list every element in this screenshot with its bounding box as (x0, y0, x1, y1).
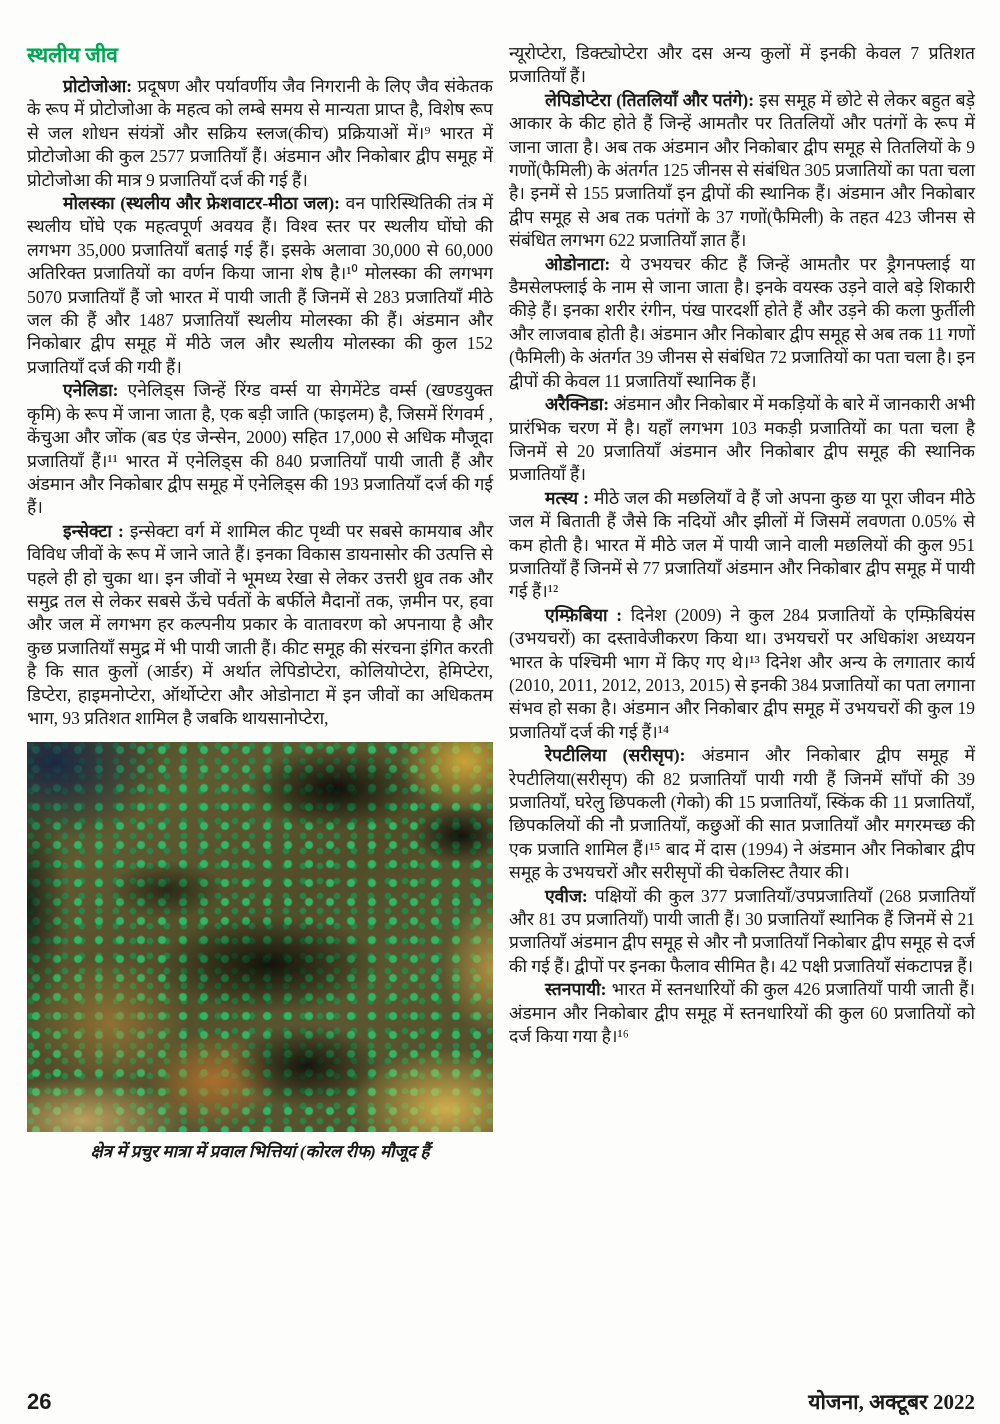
paragraph-lead: एवीज: (545, 885, 588, 906)
paragraph-text: न्यूरोप्टेरा, डिक्ट्योप्टेरा और दस अन्य कुलों में इनकी केवल 7 प्रतिशत प्रजातियाँ हैं। (509, 43, 975, 87)
photo-caption: क्षेत्र में प्रचुर मात्रा में प्रवाल भित्तियां (कोरल रीफ) मौजूद हैं (90, 1142, 430, 1162)
paragraph-text: दिनेश (2009) ने कुल 284 प्रजातियों के एम्फ़िबियंस (उभयचरों) का दस्तावेजीकरण किया था। उभयचरों पर अधिकांश अध्ययन भारत के पश्चिमी भाग में किए गए थे।¹³ दिनेश और अन्य के लगातार कार्य (2010, 2011, 2012, 2013, 2015) से इनकी 384 प्रजातियों का पता लगाना संभव हो सका है। अंडमान और निकोबार द्वीप समूह में उभयचरों की कुल 19 प्रजातियाँ दर्ज की गई हैं।¹⁴ (509, 604, 975, 742)
right-column (509, 42, 975, 1163)
paragraph-insecta-continuation (509, 42, 975, 89)
page-footer (27, 1388, 975, 1416)
paragraph-amphibia (509, 604, 975, 744)
paragraph-lead: मोलस्का (स्थलीय और फ्रेशवाटर-मीठा जल): (63, 193, 341, 214)
paragraph-text: इन्सेक्टा वर्ग में शामिल कीट पृथ्वी पर सबसे कामयाब और विविध जीवों के रूप में जाने जाते हैं। इनका विकास डायनासोर की उत्पत्ति से पहले ही हो चुका था। इन जीवों ने भूमध्य रेखा से लेकर उत्तरी ध्रुव तक और समुद्र तल से लेकर सबसे ऊँचे पर्वतों के बर्फीले मैदानों तक, ज़मीन पर, हवा और जल में लगभग हर कल्पनीय प्रकार के वातावरण को अपनाया है और कुछ प्रजातियाँ समुद्र में भी पायी जाती हैं। कीट समूह की संरचना इंगित करती है कि सात कुलों (आर्डर) में अर्थात लेपिडोप्टेरा, कोलियोप्टेरा, हेमिप्टेरा, डिप्टेरा, हाइमनोप्टेरा, ऑर्थोप्टेरा और ओडोनाटा में इन जीवों का अधिकतम भाग, 93 प्रतिशत शामिल है जबकि थायसानोप्टेरा, (27, 520, 494, 728)
paragraph-lead: प्रोटोजोआ: (63, 76, 133, 96)
paragraph-aves (509, 885, 975, 979)
paragraph-text: एनेलिड्स जिन्हें रिंग्ड वर्म्स या सेगमेंटेड वर्म्स (खण्डयुक्त कृमि) के रूप में जाना जाता है, एक बड़ी जाति (फाइलम) है, जिसमें रिंगवर्म , केंचुआ और जोंक (बड एंड जेन्सेन, 2000) सहित 17,000 से अधिक मौजूदा प्रजातियाँ हैं।¹¹ भारत में एनेलिड्स की 840 प्रजातियाँ पायी जाती हैं और अंडमान और निकोबार द्वीप समूह में एनेलिड्स की 193 प्रजातियाँ दर्ज की गई हैं। (27, 380, 493, 518)
paragraph-lead: एम्फ़िबिया : (545, 604, 623, 625)
paragraph-insecta (27, 520, 493, 731)
coral-reef-figure (27, 742, 493, 1163)
paragraph-lead: अरैक्निडा: (545, 394, 610, 415)
page-number: 26 (27, 1389, 52, 1414)
paragraph-text: ये उभयचर कीट हैं जिन्हें आमतौर पर ड्रैगनफ्लाई या डैमसेलफ्लाई के नाम से जाना जाता है। इनके वयस्क उड़ने वाले बड़े शिकारी कीड़े हैं। इनका शरीर रंगीन, पंख पारदर्शी होते हैं और उड़ने की कला फुर्तीली और लाजवाब होती है। अंडमान और निकोबार द्वीप समूह से अब तक 11 गणों (फैमिली) के अंतर्गत 39 जीनस से संबंधित 72 प्रजातियों का पता चला है। इन द्वीपों की केवल 11 प्रजातियाँ स्थानिक हैं। (509, 253, 975, 391)
left-column (27, 42, 493, 1163)
paragraph-arachnida (509, 393, 975, 487)
journal-issue-label: योजना, अक्टूबर 2022 (808, 1390, 975, 1414)
paragraph-lead: ओडोनाटा: (545, 253, 611, 274)
paragraph-protozoa (27, 75, 493, 192)
paragraph-text: अंडमान और निकोबार द्वीप समूह में रेपटीलिया(सरीसृप) की 82 प्रजातियाँ पायी गयी हैं जिनमें साँपों की 39 प्रजातियाँ, घरेलु छिपकली (गेको) की 15 प्रजातियाँ, स्किंक की 11 प्रजातियाँ, छिपकलियों की नौ प्रजातियाँ, कछुओं की सात प्रजातियाँ और मगरमच्छ की एक प्रजाति शामिल हैं।¹⁵ बाद में दास (1994) ने अंडमान और निकोबार द्वीप समूह के उभयचरों और सरीसृपों की चेकलिस्ट तैयार की। (509, 745, 975, 883)
paragraph-mollusca (27, 192, 493, 379)
paragraph-lepidoptera (509, 89, 975, 253)
paragraph-text: इस समूह में छोटे से लेकर बहुत बड़े आकार के कीट होते हैं जिन्हें आमतौर पर तितलियों और पतंगों के रूप में जाना जाता है। अब तक अंडमान और निकोबार द्वीप समूह से तितलियों के 9 गणों(फैमिली) के अंतर्गत 125 जीनस से संबंधित 305 प्रजातियों का पता चला है। इनमें से 155 प्रजातियाँ इन द्वीपों की स्थानिक हैं। अंडमान और निकोबार द्वीप समूह से अब तक पतंगों के 37 गणों(फैमिली) के तहत 423 जीनस से संबंधित लगभग 622 प्रजातियाँ ज्ञात हैं। (509, 89, 975, 251)
paragraph-text: भारत में स्तनधारियों की कुल 426 प्रजातियाँ पायी जाती हैं। अंडमान और निकोबार द्वीप समूह में स्तनधारियों की कुल 60 प्रजातियों को दर्ज किया गया है।¹⁶ (509, 979, 975, 1047)
paragraph-text: प्रदूषण और पर्यावर्णीय जैव निगरानी के लिए जैव संकेतक के रूप में प्रोटोजोआ के महत्व को लम्बे समय से मान्यता प्राप्त है, विशेष रूप से जल शोधन संयंत्रों और सक्रिय स्लज(कीच) प्रक्रियाओं में।⁹ भारत में प्रोटोजोआ की कुल 2577 प्रजातियाँ हैं। अंडमान और निकोबार द्वीप समूह में प्रोटोजोआ की मात्र 9 प्रजातियाँ दर्ज की गई हैं। (27, 76, 493, 190)
paragraph-odonata (509, 253, 975, 393)
paragraph-text: वन पारिस्थितिकी तंत्र में स्थलीय घोंघे एक महत्वपूर्ण अवयव हैं। विश्व स्तर पर स्थलीय घोंघो की लगभग 35,000 प्रजातियाँ बताई गई हैं। इसके अलावा 30,000 से 60,000 अतिरिक्त प्रजातियों का वर्णन किया जाना शेष है।¹⁰ मोलस्का की लगभग 5070 प्रजातियाँ हैं जो भारत में पायी जाती हैं जिनमें से 283 प्रजातियाँ मीठे जल की हैं और 1487 प्रजातियाँ स्थलीय मोलस्का की हैं। अंडमान और निकोबार द्वीप समूह में मीठे जल और स्थलीय मोलस्का की कुल 152 प्रजातियाँ दर्ज की गयी हैं। (27, 193, 493, 377)
paragraph-lead: एनेलिडा: (63, 380, 119, 401)
paragraph-lead: मत्स्य : (545, 487, 589, 508)
paragraph-lead: लेपिडोप्टेरा (तितलियाँ और पतंगे): (545, 89, 755, 110)
paragraph-reptilia (509, 744, 975, 884)
paragraph-text: मीठे जल की मछलियाँ वे हैं जो अपना कुछ या पूरा जीवन मीठे जल में बिताती हैं जैसे कि नदियों और झीलों में जिसमें लवणता 0.05% से कम होती है। भारत में मीठे जल में पायी जाने वाली मछलियों की कुल 951 प्रजातियाँ हैं जिनमें से 77 प्रजातियाँ अंडमान और निकोबार द्वीप समूह में पायी गई हैं।¹² (509, 487, 975, 602)
paragraph-lead: स्तनपायी: (545, 979, 607, 1000)
paragraph-mammals (509, 978, 975, 1048)
section-heading: स्थलीय जीव (27, 43, 118, 67)
paragraph-text: पक्षियों की कुल 377 प्रजातियाँ/उपप्रजातियाँ (268 प्रजातियाँ और 81 उप प्रजातियाँ) पायी जाती हैं। 30 प्रजातियाँ स्थानिक हैं जिनमें से 21 प्रजातियाँ अंडमान द्वीप समूह से और नौ प्रजातियाँ निकोबार द्वीप समूह से दर्ज की गई हैं। द्वीपों पर इनका फैलाव सीमित है। 42 पक्षी प्रजातियाँ संकटापन्न हैं। (509, 885, 975, 976)
paragraph-lead: रेपटीलिया (सरीसृप): (545, 745, 686, 766)
paragraph-lead: इन्सेक्टा : (63, 520, 124, 541)
paragraph-matsya-fish (509, 487, 975, 604)
paragraph-text: अंडमान और निकोबार में मकड़ियों के बारे में जानकारी अभी प्रारंभिक चरण में है। यहाँ लगभग 103 मकड़ी प्रजातियों का पता चला है जिनमें से 20 प्रजातियाँ अंडमान और निकोबार द्वीप समूह की स्थानिक प्रजातियाँ हैं। (509, 394, 975, 485)
paragraph-annelida (27, 379, 493, 519)
coral-reef-photo (27, 742, 493, 1132)
